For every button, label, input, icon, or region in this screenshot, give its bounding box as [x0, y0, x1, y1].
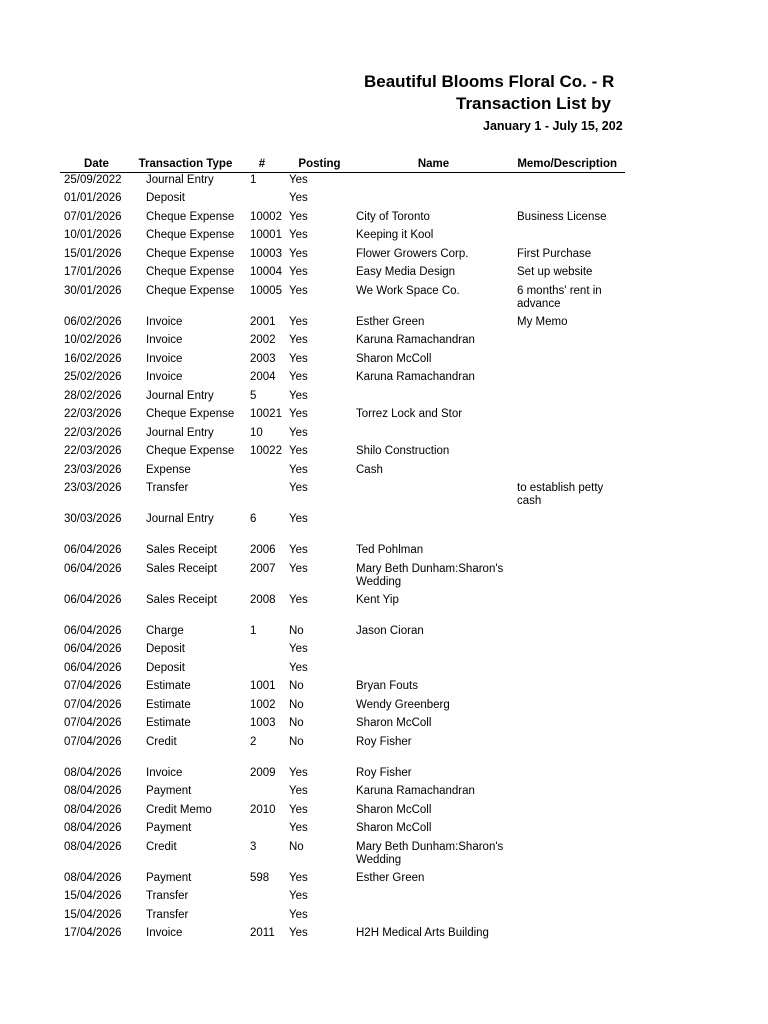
table-row [60, 389, 625, 408]
table-row [60, 716, 625, 735]
cell-posting: Yes [289, 562, 308, 575]
cell-posting: No [289, 717, 304, 729]
cell-transaction-type: Transfer [146, 908, 189, 921]
cell-transaction-type: Invoice [146, 315, 183, 328]
cell-number [238, 661, 286, 680]
cell-transaction-type: Expense [146, 463, 191, 476]
table-row [60, 562, 625, 593]
cell-posting: Yes [289, 661, 308, 674]
cell-posting: Yes [289, 544, 308, 556]
cell-posting: No [289, 680, 304, 692]
cell-posting: No [289, 698, 304, 711]
cell-memo [514, 926, 625, 945]
cell-transaction-type: Sales Receipt [146, 544, 217, 556]
cell-name: Torrez Lock and Stor [356, 408, 463, 420]
cell-memo [514, 543, 625, 562]
cell-transaction-type: Invoice [146, 927, 183, 939]
cell-transaction-type: Estimate [146, 680, 191, 692]
cell-date: 17/04/2026 [64, 927, 122, 939]
cell-memo [514, 173, 625, 192]
cell-transaction-type: Journal Entry [146, 426, 214, 439]
cell-posting: Yes [289, 174, 308, 186]
cell-number: 598 [250, 871, 270, 884]
cell-name: We Work Space Co. [356, 284, 460, 297]
cell-number: 10021 [250, 408, 282, 420]
cell-date: 07/01/2026 [64, 210, 122, 223]
cell-posting: Yes [289, 803, 308, 816]
header-clip [0, 0, 625, 150]
table-row [60, 821, 625, 840]
cell-transaction-type: Cheque Expense [146, 210, 235, 223]
cell-name [353, 389, 514, 408]
table-row [60, 908, 625, 927]
cell-name: Keeping it Kool [356, 229, 434, 241]
cell-memo [514, 463, 625, 482]
cell-date: 06/04/2026 [64, 643, 122, 655]
cell-number [238, 642, 286, 661]
table-row [60, 444, 625, 463]
cell-memo [514, 784, 625, 803]
cell-transaction-type: Credit Memo [146, 803, 212, 816]
cell-name: H2H Medical Arts Building [356, 927, 489, 939]
cell-transaction-type: Payment [146, 871, 192, 884]
cell-name: Jason Cioran [356, 624, 424, 637]
transaction-table-container [60, 156, 625, 945]
table-row [60, 735, 625, 766]
cell-date: 07/04/2026 [64, 735, 122, 748]
cell-date: 25/02/2026 [64, 371, 122, 383]
cell-transaction-type: Charge [146, 624, 184, 637]
table-row [60, 370, 625, 389]
cell-number: 10004 [250, 266, 282, 278]
cell-posting: Yes [289, 482, 308, 494]
cell-name [353, 426, 514, 445]
cell-transaction-type: Journal Entry [146, 389, 214, 402]
column-header-number: # [238, 156, 286, 173]
report-header [0, 0, 768, 150]
table-row [60, 679, 625, 698]
cell-transaction-type: Payment [146, 785, 192, 797]
table-row [60, 191, 625, 210]
table-row [60, 512, 625, 543]
cell-date: 06/04/2026 [64, 593, 122, 606]
cell-number: 2007 [250, 562, 276, 575]
cell-date: 06/04/2026 [64, 661, 122, 674]
cell-name: Kent Yip [356, 593, 399, 606]
cell-memo: Set up website [517, 266, 593, 278]
cell-transaction-type: Invoice [146, 371, 183, 383]
cell-memo [514, 661, 625, 680]
cell-memo [514, 228, 625, 247]
table-row [60, 593, 625, 624]
cell-posting: Yes [289, 890, 308, 902]
cell-name: Roy Fisher [356, 766, 412, 779]
column-header-transaction-type: Transaction Type [133, 156, 238, 173]
cell-date: 10/01/2026 [64, 229, 122, 241]
table-row [60, 803, 625, 822]
cell-transaction-type: Journal Entry [146, 174, 214, 186]
cell-name: Karuna Ramachandran [356, 371, 475, 383]
cell-transaction-type: Credit [146, 840, 177, 853]
cell-posting: Yes [289, 927, 308, 939]
table-row [60, 624, 625, 643]
cell-name [353, 512, 514, 543]
table-row [60, 766, 625, 785]
cell-memo [514, 642, 625, 661]
cell-transaction-type: Deposit [146, 643, 185, 655]
cell-date: 10/02/2026 [64, 334, 122, 346]
cell-transaction-type: Cheque Expense [146, 229, 235, 241]
cell-number: 2011 [250, 927, 275, 939]
cell-name [353, 889, 514, 908]
cell-date: 08/04/2026 [64, 785, 122, 797]
cell-name: Karuna Ramachandran [356, 785, 475, 797]
table-row [60, 871, 625, 890]
cell-transaction-type: Deposit [146, 661, 185, 674]
cell-name: Wendy Greenberg [356, 698, 450, 711]
cell-transaction-type: Transfer [146, 482, 189, 494]
cell-memo [514, 889, 625, 908]
cell-number: 1003 [250, 717, 276, 729]
cell-posting: Yes [289, 371, 308, 383]
cell-transaction-type: Invoice [146, 334, 183, 346]
cell-number: 1 [250, 624, 257, 637]
cell-memo [514, 766, 625, 785]
cell-date: 22/03/2026 [64, 445, 122, 457]
cell-date: 01/01/2026 [64, 192, 122, 204]
cell-name: Bryan Fouts [356, 680, 418, 692]
cell-date: 16/02/2026 [64, 352, 122, 365]
cell-transaction-type: Payment [146, 822, 192, 834]
cell-date: 30/03/2026 [64, 513, 122, 525]
cell-posting: Yes [289, 871, 308, 884]
cell-name [353, 642, 514, 661]
cell-number: 6 [250, 513, 257, 525]
cell-posting: Yes [289, 229, 308, 241]
cell-number: 2002 [250, 334, 276, 346]
cell-number: 2001 [250, 315, 276, 328]
cell-posting: Yes [289, 389, 308, 402]
cell-transaction-type: Credit [146, 735, 177, 748]
cell-name [353, 908, 514, 927]
cell-posting: Yes [289, 513, 308, 525]
cell-posting: Yes [289, 192, 308, 204]
cell-number: 10005 [250, 284, 282, 297]
cell-transaction-type: Sales Receipt [146, 562, 217, 575]
cell-number: 10001 [250, 229, 282, 241]
cell-name: Flower Growers Corp. [356, 247, 469, 260]
cell-date: 08/04/2026 [64, 803, 122, 816]
cell-memo [514, 821, 625, 840]
cell-transaction-type: Cheque Expense [146, 408, 235, 420]
table-row [60, 426, 625, 445]
cell-posting: Yes [289, 408, 308, 420]
cell-name [353, 661, 514, 680]
table-body [60, 173, 625, 945]
table-row [60, 463, 625, 482]
cell-number: 2010 [250, 803, 276, 816]
cell-number: 1 [250, 174, 257, 186]
cell-name: Ted Pohlman [356, 544, 424, 556]
report-period: January 1 - July 15, 202 [483, 119, 623, 133]
cell-memo [514, 562, 625, 593]
cell-number: 2006 [250, 544, 276, 556]
company-title: Beautiful Blooms Floral Co. - R [364, 72, 615, 91]
cell-name [353, 173, 514, 192]
cell-number: 2 [250, 735, 257, 748]
cell-number: 2008 [250, 593, 276, 606]
table-row [60, 173, 625, 192]
table-row [60, 284, 625, 315]
cell-name: City of Toronto [356, 210, 430, 223]
cell-date: 07/04/2026 [64, 680, 122, 692]
cell-date: 25/09/2022 [64, 174, 122, 186]
table-row [60, 661, 625, 680]
cell-number: 10 [250, 426, 263, 439]
cell-posting: Yes [289, 445, 308, 457]
cell-transaction-type: Invoice [146, 352, 183, 365]
cell-number [238, 908, 286, 927]
cell-memo [514, 871, 625, 890]
cell-number: 2003 [250, 352, 276, 365]
cell-number [238, 889, 286, 908]
cell-posting: Yes [289, 266, 308, 278]
cell-transaction-type: Cheque Expense [146, 284, 235, 297]
cell-transaction-type: Estimate [146, 698, 191, 711]
cell-memo [514, 624, 625, 643]
transaction-table [60, 156, 625, 945]
cell-transaction-type: Cheque Expense [146, 247, 235, 260]
cell-number [238, 191, 286, 210]
cell-memo [514, 370, 625, 389]
column-header-memo: Memo/Description [514, 156, 625, 173]
header-row [60, 156, 625, 173]
cell-number: 2009 [250, 766, 276, 779]
cell-number [238, 481, 286, 512]
cell-memo [514, 191, 625, 210]
cell-name: Sharon McColl [356, 352, 432, 365]
cell-date: 15/01/2026 [64, 247, 122, 260]
table-row [60, 407, 625, 426]
cell-date: 08/04/2026 [64, 822, 122, 834]
table-row [60, 265, 625, 284]
cell-memo [514, 333, 625, 352]
table-row [60, 642, 625, 661]
cell-date: 23/03/2026 [64, 482, 122, 494]
cell-date: 30/01/2026 [64, 284, 122, 297]
cell-number [238, 821, 286, 840]
table-row [60, 210, 625, 229]
cell-posting: No [289, 840, 304, 853]
table-row [60, 543, 625, 562]
column-header-date: Date [60, 156, 133, 173]
cell-date: 08/04/2026 [64, 871, 122, 884]
cell-date: 17/01/2026 [64, 266, 122, 278]
cell-name: Esther Green [356, 315, 425, 328]
cell-memo: to establish petty cash [517, 482, 604, 507]
table-row [60, 247, 625, 266]
cell-posting: Yes [289, 908, 308, 921]
cell-posting: Yes [289, 766, 308, 779]
cell-transaction-type: Invoice [146, 766, 183, 779]
cell-number [238, 784, 286, 803]
cell-number: 10022 [250, 445, 282, 457]
cell-name: Karuna Ramachandran [356, 334, 475, 346]
cell-date: 23/03/2026 [64, 463, 122, 476]
table-row [60, 352, 625, 371]
cell-memo [514, 389, 625, 408]
table-row [60, 840, 625, 871]
cell-number: 10002 [250, 210, 282, 223]
cell-name [353, 481, 514, 512]
cell-name: Shilo Construction [356, 445, 450, 457]
cell-name: Sharon McColl [356, 822, 432, 834]
cell-date: 15/04/2026 [64, 908, 122, 921]
cell-posting: Yes [289, 352, 308, 365]
cell-posting: Yes [289, 315, 308, 328]
cell-number [238, 463, 286, 482]
cell-date: 15/04/2026 [64, 890, 122, 902]
cell-posting: Yes [289, 643, 308, 655]
table-row [60, 481, 625, 512]
table-row [60, 315, 625, 334]
cell-date: 06/02/2026 [64, 315, 122, 328]
column-header-posting: Posting [286, 156, 353, 173]
cell-memo: My Memo [517, 315, 568, 328]
column-header-name: Name [353, 156, 514, 173]
cell-transaction-type: Journal Entry [146, 513, 214, 525]
table-header [60, 156, 625, 173]
cell-posting: Yes [289, 210, 308, 223]
cell-memo [514, 593, 625, 624]
cell-posting: Yes [289, 463, 308, 476]
cell-name: Easy Media Design [356, 266, 456, 278]
cell-memo [514, 840, 625, 871]
table-row [60, 228, 625, 247]
cell-posting: Yes [289, 334, 308, 346]
table-row [60, 333, 625, 352]
cell-date: 06/04/2026 [64, 562, 122, 575]
cell-number: 5 [250, 389, 257, 402]
cell-posting: Yes [289, 822, 308, 834]
cell-date: 08/04/2026 [64, 840, 122, 853]
cell-transaction-type: Transfer [146, 890, 189, 902]
cell-name: Mary Beth Dunham:Sharon's Wedding [356, 562, 504, 588]
cell-transaction-type: Cheque Expense [146, 266, 235, 278]
cell-name: Mary Beth Dunham:Sharon's Wedding [356, 840, 504, 866]
cell-memo [514, 908, 625, 927]
cell-memo [514, 698, 625, 717]
cell-transaction-type: Cheque Expense [146, 445, 235, 457]
cell-name [353, 191, 514, 210]
cell-date: 06/04/2026 [64, 624, 122, 637]
cell-date: 22/03/2026 [64, 408, 122, 420]
cell-memo [514, 352, 625, 371]
cell-posting: Yes [289, 284, 308, 297]
cell-memo [514, 735, 625, 766]
cell-name: Esther Green [356, 871, 425, 884]
cell-memo [514, 512, 625, 543]
cell-memo [514, 679, 625, 698]
cell-posting: No [289, 735, 304, 748]
cell-transaction-type: Estimate [146, 717, 191, 729]
cell-name: Sharon McColl [356, 717, 432, 729]
cell-number: 2004 [250, 371, 276, 383]
cell-name: Roy Fisher [356, 735, 412, 748]
cell-posting: Yes [289, 785, 308, 797]
cell-date: 06/04/2026 [64, 544, 122, 556]
cell-name: Sharon McColl [356, 803, 432, 816]
cell-date: 22/03/2026 [64, 426, 122, 439]
cell-memo [514, 444, 625, 463]
cell-transaction-type: Sales Receipt [146, 593, 217, 606]
cell-transaction-type: Deposit [146, 192, 185, 204]
cell-number: 10003 [250, 247, 282, 260]
cell-number: 1002 [250, 698, 276, 711]
table-row [60, 698, 625, 717]
table-row [60, 889, 625, 908]
cell-number: 1001 [250, 680, 276, 692]
table-row [60, 926, 625, 945]
table-row [60, 784, 625, 803]
cell-date: 08/04/2026 [64, 766, 122, 779]
cell-memo: First Purchase [517, 247, 592, 260]
cell-posting: No [289, 624, 304, 637]
cell-memo: Business License [517, 210, 607, 223]
cell-memo: 6 months' rent in advance [517, 284, 602, 310]
cell-date: 28/02/2026 [64, 389, 122, 402]
cell-number: 3 [250, 840, 257, 853]
cell-posting: Yes [289, 593, 308, 606]
cell-memo [514, 803, 625, 822]
cell-posting: Yes [289, 247, 308, 260]
cell-date: 07/04/2026 [64, 717, 122, 729]
cell-name: Cash [356, 463, 383, 476]
cell-memo [514, 407, 625, 426]
cell-memo [514, 716, 625, 735]
report-title: Transaction List by [456, 94, 611, 113]
cell-posting: Yes [289, 426, 308, 439]
cell-date: 07/04/2026 [64, 698, 122, 711]
cell-memo [514, 426, 625, 445]
